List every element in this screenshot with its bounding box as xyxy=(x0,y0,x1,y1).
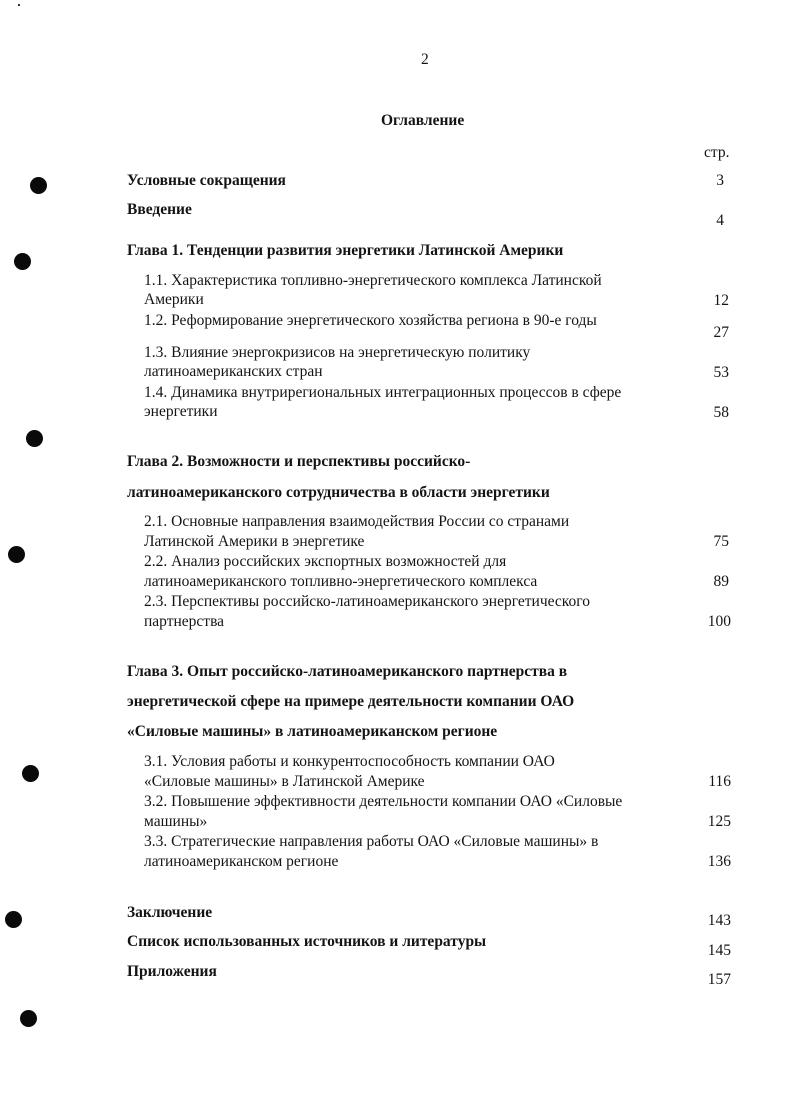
binder-hole xyxy=(5,911,22,928)
page-column-label: стр. xyxy=(704,144,730,161)
toc-chapter-2-cont: латиноамериканского сотрудничества в области энергетики xyxy=(127,484,550,501)
toc-page: 136 xyxy=(707,853,731,870)
binder-hole xyxy=(14,253,31,270)
toc-chapter-3-cont2: «Силовые машины» в латиноамериканском регионе xyxy=(127,723,498,740)
binder-hole xyxy=(8,546,25,563)
toc-page: 53 xyxy=(713,364,729,381)
toc-section-2-1-cont: Латинской Америки в энергетике xyxy=(144,533,365,550)
binder-hole xyxy=(30,177,47,194)
binder-hole xyxy=(26,430,43,447)
toc-section-3-1: 3.1. Условия работы и конкурентоспособность компании ОАО xyxy=(144,753,555,770)
toc-section-3-2: 3.2. Повышение эффективности деятельности компании ОАО «Силовые xyxy=(144,793,623,810)
toc-section-3-2-cont: машины» xyxy=(144,813,208,830)
toc-page: 145 xyxy=(707,942,731,959)
toc-page: 3 xyxy=(716,172,724,189)
toc-page: 58 xyxy=(713,404,729,421)
toc-page: 4 xyxy=(716,212,724,229)
toc-page: 116 xyxy=(708,773,731,790)
scan-speck xyxy=(18,4,20,6)
toc-page: 27 xyxy=(713,324,729,341)
toc-section-1-4-cont: энергетики xyxy=(144,403,218,420)
binder-hole xyxy=(20,1010,37,1027)
toc-section-1-4: 1.4. Динамика внутрирегиональных интеграционных процессов в сфере xyxy=(144,384,622,401)
toc-chapter-3: Глава 3. Опыт российско-латиноамериканского партнерства в xyxy=(127,663,568,680)
toc-entry-appendices: Приложения xyxy=(127,963,217,980)
toc-section-2-2: 2.2. Анализ российских экспортных возможностей для xyxy=(144,553,507,570)
toc-page: 125 xyxy=(707,813,731,830)
toc-chapter-2: Глава 2. Возможности и перспективы российско- xyxy=(127,453,471,470)
toc-section-2-1: 2.1. Основные направления взаимодействия России со странами xyxy=(144,513,570,530)
toc-section-1-3-cont: латиноамериканских стран xyxy=(144,363,323,380)
toc-page: 143 xyxy=(707,912,731,929)
page-number: 2 xyxy=(421,51,429,68)
toc-section-2-2-cont: латиноамериканского топливно-энергетического комплекса xyxy=(144,573,538,590)
toc-section-1-1: 1.1. Характеристика топливно-энергетического комплекса Латинской xyxy=(144,272,602,289)
toc-page: 157 xyxy=(707,971,731,988)
toc-page: 75 xyxy=(713,533,729,550)
page-title: Оглавление xyxy=(381,112,465,129)
toc-section-2-3: 2.3. Перспективы российско-латиноамериканского энергетического xyxy=(144,593,590,610)
toc-entry-references: Список использованных источников и литературы xyxy=(127,933,487,950)
toc-entry-introduction: Введение xyxy=(127,201,192,218)
toc-chapter-3-cont: энергетической сфере на примере деятельности компании ОАО xyxy=(127,693,575,710)
toc-section-3-3: 3.3. Стратегические направления работы ОАО «Силовые машины» в xyxy=(144,833,599,850)
toc-page: 100 xyxy=(707,613,731,630)
toc-section-1-1-cont: Америки xyxy=(144,291,204,308)
toc-page: 12 xyxy=(713,292,729,309)
toc-chapter-1: Глава 1. Тенденции развития энергетики Латинской Америки xyxy=(127,242,564,259)
toc-entry-abbreviations: Условные сокращения xyxy=(127,172,286,189)
toc-section-3-1-cont: «Силовые машины» в Латинской Америке xyxy=(144,773,425,790)
toc-section-1-3: 1.3. Влияние энергокризисов на энергетическую политику xyxy=(144,344,531,361)
toc-page: 89 xyxy=(713,573,729,590)
toc-entry-conclusion: Заключение xyxy=(127,904,213,921)
toc-section-2-3-cont: партнерства xyxy=(144,613,225,630)
binder-hole xyxy=(22,765,39,782)
toc-section-3-3-cont: латиноамериканском регионе xyxy=(144,853,339,870)
toc-section-1-2: 1.2. Реформирование энергетического хозяйства региона в 90-е годы xyxy=(144,312,597,329)
